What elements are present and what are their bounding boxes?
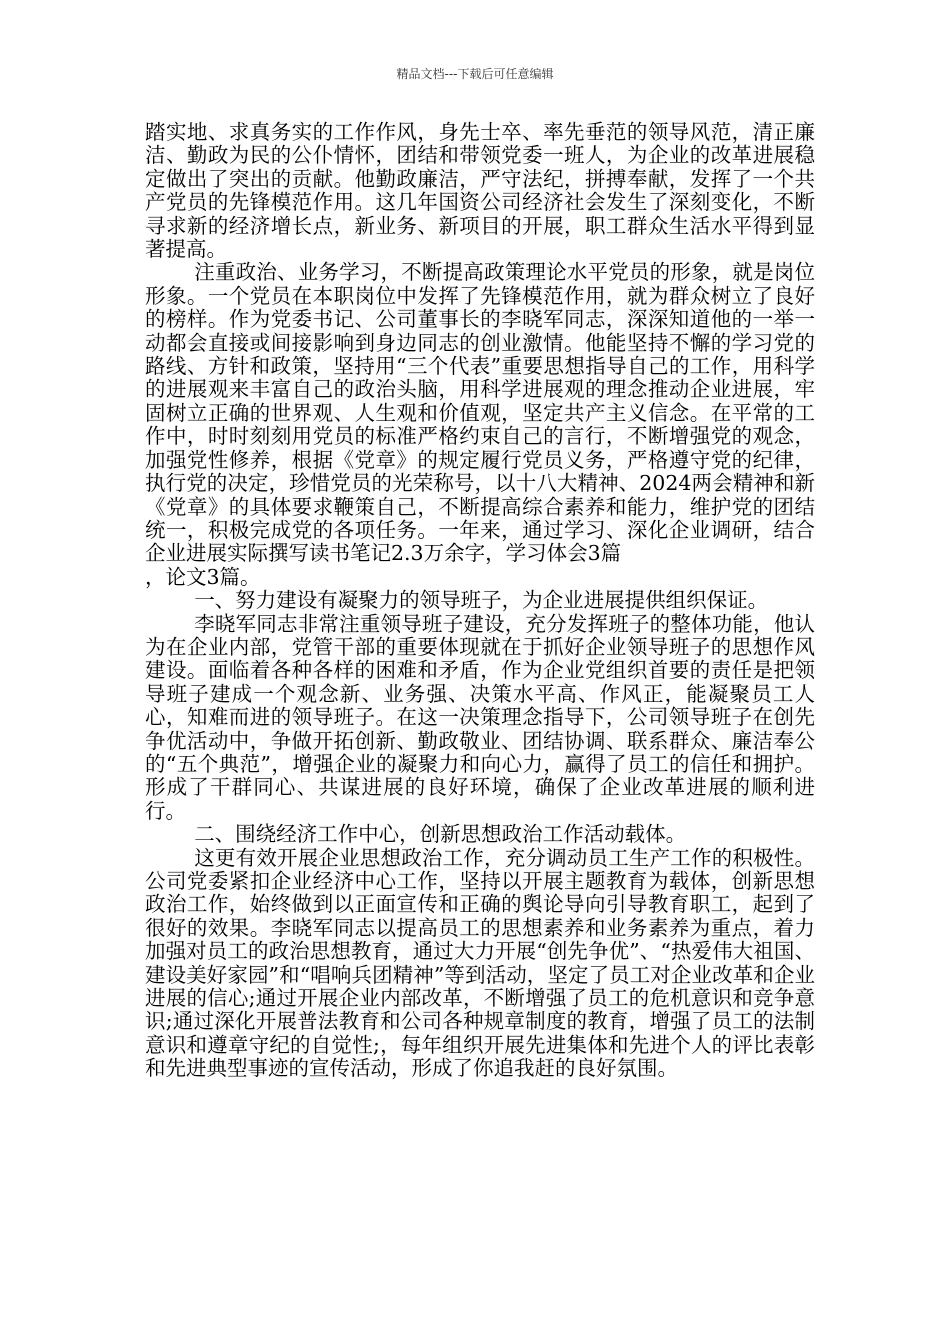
paragraph-3: ，论文3篇。: [145, 564, 261, 589]
document-body: [145, 121, 815, 1081]
section-heading-2: 二、围绕经济工作中心，创新思想政治工作活动载体。: [194, 822, 687, 847]
paragraph-2: 注重政治、业务学习，不断提高政策理论水平党员的形象，就是岗位形象。一个党员在本职岗位中发挥了先锋模范作用，就为群众树立了良好的榜样。作为党委书记、公司董事长的李晓军同志，深深知道他的一举一动都会直接或间接影响到身边同志的创业激情。他能坚持不懈的学习党的路线、方针和政策，坚持用“三个代表”重要思想指导自己的工作，用科学的进展观来丰富自己的政治头脑，用科学进展观的理念推动企业进展，牢固树立正确的世界观、人生观和价值观，坚定共产主义信念。在平常的工作中，时时刻刻用党员的标准严格约束自己的言行，不断增强党的观念，加强党性修养，根据《党章》的规定履行党员义务，严格遵守党的纪律，执行党的决定，珍惜党员的光荣称号，以十八大精神、2024两会精神和新《党章》的具体要求鞭策自己，不断提高综合素养和能力，维护党的团结统一，积极完成党的各项任务。一年来，通过学习、深化企业调研，结合企业进展实际撰写读书笔记2.3万余字，学习体会3篇: [145, 260, 815, 566]
paragraph-5: 这更有效开展企业思想政治工作，充分调动员工生产工作的积极性。公司党委紧扣企业经济中心工作，坚持以开展主题教育为载体，创新思想政治工作，始终做到以正面宣传和正确的舆论导向引导教育职工，起到了很好的效果。李晓军同志以提高员工的思想素养和业务素养为重点，着力加强对员工的政治思想教育，通过大力开展“创先争优”、“热爱伟大祖国、建设美好家园”和“唱响兵团精神”等到活动，坚定了员工对企业改革和企业进展的信心;通过开展企业内部改革，不断增强了员工的危机意识和竞争意识;通过深化开展普法教育和公司各种规章制度的教育，增强了员工的法制意识和遵章守纪的自觉性;，每年组织开展先进集体和先进个人的评比表彰和先进典型事迹的宣传活动，形成了你追我赶的良好氛围。: [145, 845, 815, 1081]
paragraph-4: 李晓军同志非常注重领导班子建设，充分发挥班子的整体功能，他认为在企业内部，党管干部的重要体现就在于抓好企业领导班子的思想作风建设。面临着各种各样的困难和矛盾，作为企业党组织首要的责任是把领导班子建成一个观念新、业务强、决策水平高、作风正，能凝聚员工人心，知难而进的领导班子。在这一决策理念指导下，公司领导班子在创先争优活动中，争做开拓创新、勤政敬业、团结协调、联系群众、廉洁奉公的“五个典范”，增强企业的凝聚力和向心力，赢得了员工的信任和拥护。形成了干群同心、共谋进展的良好环境，确保了企业改革进展的顺利进行。: [145, 611, 815, 823]
section-heading-1: 一、努力建设有凝聚力的领导班子，为企业进展提供组织保证。: [194, 588, 769, 613]
page-header: 精品文档---下载后可任意编辑: [396, 67, 554, 81]
paragraph-1: 踏实地、求真务实的工作作风，身先士卒、率先垂范的领导风范，清正廉洁、勤政为民的公仆情怀，团结和带领党委一班人，为企业的改革进展稳定做出了突出的贡献。他勤政廉洁，严守法纪，拼搏奉献，发挥了一个共产党员的先锋模范作用。这几年国资公司经济社会发生了深刻变化，不断寻求新的经济增长点，新业务、新项目的开展，职工群众生活水平得到显著提高。: [145, 120, 815, 262]
